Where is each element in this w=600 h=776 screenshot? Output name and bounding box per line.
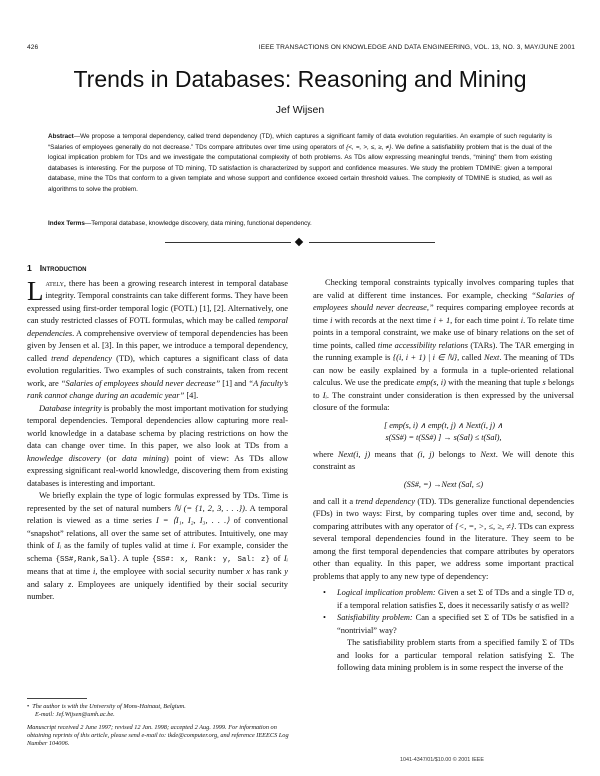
math: {<, =, >, ≤, ≥, ≠} bbox=[455, 521, 515, 531]
math: i bbox=[330, 315, 333, 325]
math: i bbox=[191, 541, 194, 550]
schema-code: {SS#,Rank,Sal} bbox=[55, 555, 118, 564]
text: . A tuple bbox=[117, 553, 153, 563]
text: . TDs can express several temporal dependencies found in the literature. They seem to be among the first temporal dependencies that compare attributes by operators other than equality. In this paper, we address some important practical problems that apply to any new type of dependency: bbox=[313, 521, 574, 581]
section-title: Introduction bbox=[39, 263, 87, 273]
problem-list bbox=[313, 587, 574, 637]
math: Next bbox=[484, 353, 500, 362]
text-italic: “A faculty’s rank cannot change during an academic year” bbox=[27, 378, 289, 400]
footnote-bullet-icon: • bbox=[27, 703, 30, 710]
drop-cap-smallcaps: ately bbox=[45, 278, 64, 288]
text: and salary bbox=[27, 579, 69, 589]
text: . The meaning of TDs can now be easily explained by a formula in a tuple-oriented relational calculus. We use the predicate bbox=[313, 353, 574, 387]
list-continuation: The satisfiability problem starts from a specified family Σ of TDs and looks for a particular temporal relation satisfying Σ. The following data mining problem is in some respect the inverse of the bbox=[337, 638, 574, 672]
abstract bbox=[48, 132, 552, 195]
math: i bbox=[93, 567, 96, 576]
paper-title: Trends in Databases: Reasoning and Mining bbox=[73, 66, 527, 92]
text: as the family of tuples valid at time bbox=[61, 541, 192, 550]
text: [4]. bbox=[184, 391, 199, 400]
list-item-text: Given a set Σ of TDs and a single TD σ, if a temporal relation satisfies Σ, does it necessarily satisfy σ as well? bbox=[337, 588, 575, 610]
text-italic: knowledge discovery bbox=[27, 453, 101, 463]
math: {(i, i + 1) | i ∈ ℕ} bbox=[392, 353, 458, 362]
text: means that bbox=[370, 449, 418, 459]
math: (i, j) bbox=[417, 449, 435, 459]
formula-line: (SS#, =) →Next (Sal, ≤) bbox=[403, 479, 484, 489]
math: x bbox=[246, 567, 250, 576]
formula-1 bbox=[313, 420, 574, 444]
tuple-code: {SS#: x, Rank: y, Sal: z} bbox=[152, 555, 270, 564]
text: We briefly explain the type of logic formulas expressed by TDs. Time is represented by the set of natural numbers bbox=[27, 491, 288, 513]
formula-line: [ emp(s, i) ∧ emp(t, j) ∧ Next(i, j) ∧ bbox=[384, 420, 503, 430]
section-number: 1 bbox=[27, 263, 32, 273]
text: has rank bbox=[249, 567, 285, 576]
text-italic: temporal dependencies bbox=[27, 316, 288, 338]
text-italic: “Salaries of employees should never decrease,” bbox=[313, 290, 575, 312]
math: I = ⟨I₁, I₂, I₃, . . .⟩ bbox=[155, 516, 230, 525]
formula-2 bbox=[313, 479, 574, 491]
text: . We will denote this constraint as bbox=[313, 449, 574, 471]
separator-rule-right bbox=[309, 242, 435, 243]
math: emp(s, i) bbox=[416, 378, 446, 387]
math: z bbox=[68, 579, 72, 589]
text: (TARs). The TAR emerging in the running example is bbox=[313, 340, 575, 362]
text: (TD). TDs generalize functional dependencies (FDs) in two ways: First, by comparing tuples over time and, second, by comparing attributes with any operator of bbox=[313, 496, 574, 531]
page-number: 426 bbox=[27, 44, 39, 51]
text: . The constraint under consideration is then expressed by the universal closure of the formula: bbox=[313, 390, 574, 412]
right-paragraph-3 bbox=[313, 496, 574, 584]
separator-rule-left bbox=[165, 242, 291, 243]
text: with the meaning that tuple bbox=[445, 378, 543, 387]
right-column bbox=[313, 277, 574, 675]
text: belongs to bbox=[313, 378, 575, 400]
math: Iᵢ bbox=[57, 541, 62, 550]
text: is probably the most important motivation for studying temporal dependencies. Temporal dependencies allow capturing more real-world knowledge in a database schema by placing restrictions on how the data can change over time. In this paper, we also look at TDs from a bbox=[27, 403, 288, 450]
math: i bbox=[520, 315, 524, 325]
index-terms-label: Index Terms bbox=[48, 220, 85, 227]
text: of conventional “snapshot” relations, all over the same set of attributes. Intuitively, one may think of bbox=[27, 516, 289, 550]
math: Next bbox=[480, 449, 496, 459]
separator-diamond-icon bbox=[295, 238, 303, 246]
math: Next(i, j) bbox=[337, 449, 371, 459]
paper-author: Jef Wijsen bbox=[275, 104, 325, 116]
intro-paragraph-3 bbox=[27, 490, 288, 604]
abstract-text: : given a temporal database, mine the TDs that conform to a given template and whose support and confidence exceed certain threshold values. The complexity of bbox=[48, 164, 552, 182]
text: . To relate time points in a temporal constraint, we make use of binary relations on the set of time points, called bbox=[313, 315, 575, 350]
right-paragraph-1 bbox=[313, 277, 574, 415]
left-column bbox=[27, 262, 288, 604]
abstract-tdmine: TDMINE bbox=[465, 175, 490, 182]
copyright-line: 1041-4347/01/$10.00 © 2001 IEEE bbox=[400, 757, 484, 763]
list-item-title: Logical implication problem: bbox=[337, 588, 436, 597]
text: [1] and bbox=[220, 378, 249, 388]
footnote-text: The author is with the University of Mons-Hainaut, Belgium. bbox=[32, 703, 186, 710]
text-italic: trend dependency bbox=[355, 496, 415, 506]
list-item-title: Satisfiability problem: bbox=[337, 613, 413, 622]
text: . For example, consider the schema bbox=[27, 541, 288, 563]
math: ℕ (= {1, 2, 3, . . .}) bbox=[173, 503, 245, 513]
drop-cap: L bbox=[27, 275, 44, 306]
section-heading bbox=[27, 262, 288, 275]
footnote-email: E-mail: Jef.Wijsen@umh.ac.be. bbox=[35, 711, 115, 718]
text: , for each time point bbox=[450, 315, 521, 325]
footnote-rule bbox=[27, 698, 87, 699]
abstract-label: Abstract bbox=[48, 133, 74, 140]
text: , the employee with social security number bbox=[95, 567, 247, 576]
text-italic: time accessibility relations bbox=[377, 340, 468, 350]
list-item bbox=[313, 587, 574, 612]
abstract-text: . We define a satisfiability problem that is the dual of the logical implication problem for TDs and we investigate the computational complexity of both problems. As TDs allow expressing meaningful trends, “mining” them from existing databases is interesting. For the purpose of TD mining, TD satisfaction is characterized by support and confidence measures. We study the problem bbox=[48, 143, 552, 172]
text: , there has been a growing research interest in temporal database integrity. Temporal constraints can take different forms. They have been expressed using first-order temporal logic (FOTL) [1], [2]. Alternatively, one can study restricted classes of FOTL formulas, which may be called bbox=[27, 278, 288, 325]
text: . Employees are uniquely identified by their social security number. bbox=[27, 579, 288, 601]
text-italic: “Salaries of employees should never decrease” bbox=[60, 378, 221, 388]
text: and call it a bbox=[313, 496, 356, 506]
list-item-text: Can a specified set Σ of TDs be satisfied in a “nontrivial” way? bbox=[337, 613, 574, 635]
math: y bbox=[284, 567, 289, 576]
formula-line: s(SS#) = t(SS#) ] → s(Sal) ≤ t(Sal), bbox=[385, 432, 502, 442]
footnote-manuscript: Manuscript received 2 June 1997; revised 12 Jan. 1998; accepted 2 Aug. 1999. For information on obtaining reprints of this article, please send e-mail to: tkde@computer.org, and reference IEEECS Log Number 104006. bbox=[27, 724, 289, 747]
intro-paragraph-1 bbox=[27, 275, 289, 403]
text: (or bbox=[100, 453, 123, 463]
abstract-operators: {<, =, >, ≤, ≥, ≠} bbox=[346, 143, 392, 151]
text: where bbox=[313, 449, 338, 459]
index-terms-text: —Temporal database, knowledge discovery, data mining, functional dependency. bbox=[84, 220, 312, 227]
text: means that at time bbox=[27, 567, 93, 576]
list-item bbox=[313, 612, 574, 637]
text: , called bbox=[457, 353, 484, 362]
text: belongs to bbox=[434, 449, 481, 459]
text: (TD), which captures a significant class of data evolution regularities. Two examples of such constraints, taken from recent work, are bbox=[27, 353, 288, 388]
math: Iᵢ bbox=[322, 390, 327, 400]
text-italic: data mining bbox=[122, 453, 166, 463]
math: Iᵢ bbox=[283, 553, 288, 563]
math: i + 1 bbox=[433, 315, 451, 325]
text: . A comprehensive overview of temporal dependencies has been given by Jensen et al. [3]. In this paper, we introduce a temporal dependency, called bbox=[27, 328, 288, 363]
text: requires comparing employee records at time bbox=[313, 303, 574, 325]
footnote-affiliation bbox=[27, 703, 289, 719]
math: s bbox=[542, 378, 546, 387]
journal-running-header: IEEE TRANSACTIONS ON KNOWLEDGE AND DATA ENGINEERING, VOL. 13, NO. 3, MAY/JUNE 2001 bbox=[258, 44, 575, 51]
text: Checking temporal constraints typically involves comparing tuples that are valid at different time instances. For example, checking bbox=[313, 278, 574, 300]
text-italic: Database integrity bbox=[39, 403, 102, 413]
text: . A temporal relation is viewed as a time series bbox=[27, 503, 289, 525]
intro-paragraph-2 bbox=[27, 403, 288, 491]
text-italic: trend dependency bbox=[51, 353, 113, 363]
text: with records at the next time bbox=[332, 315, 434, 325]
index-terms bbox=[48, 219, 552, 229]
abstract-text: is studied, as well as algorithms to solve the problem. bbox=[48, 175, 552, 193]
text: ) point of view: As TDs allow expressing significant real-world knowledge, discovering them from existing databases is interesting and important. bbox=[27, 453, 289, 488]
right-paragraph-2 bbox=[313, 449, 574, 474]
text: of bbox=[269, 553, 284, 563]
abstract-text: —We propose a temporal dependency, called trend dependency (TD), which captures a significant family of data evolution regularities. An example of such regularity is “Salaries of employees generally do not decrease.” TDs compare attributes over time using operators of bbox=[48, 133, 552, 151]
abstract-tdmine: TDMINE bbox=[475, 164, 501, 172]
